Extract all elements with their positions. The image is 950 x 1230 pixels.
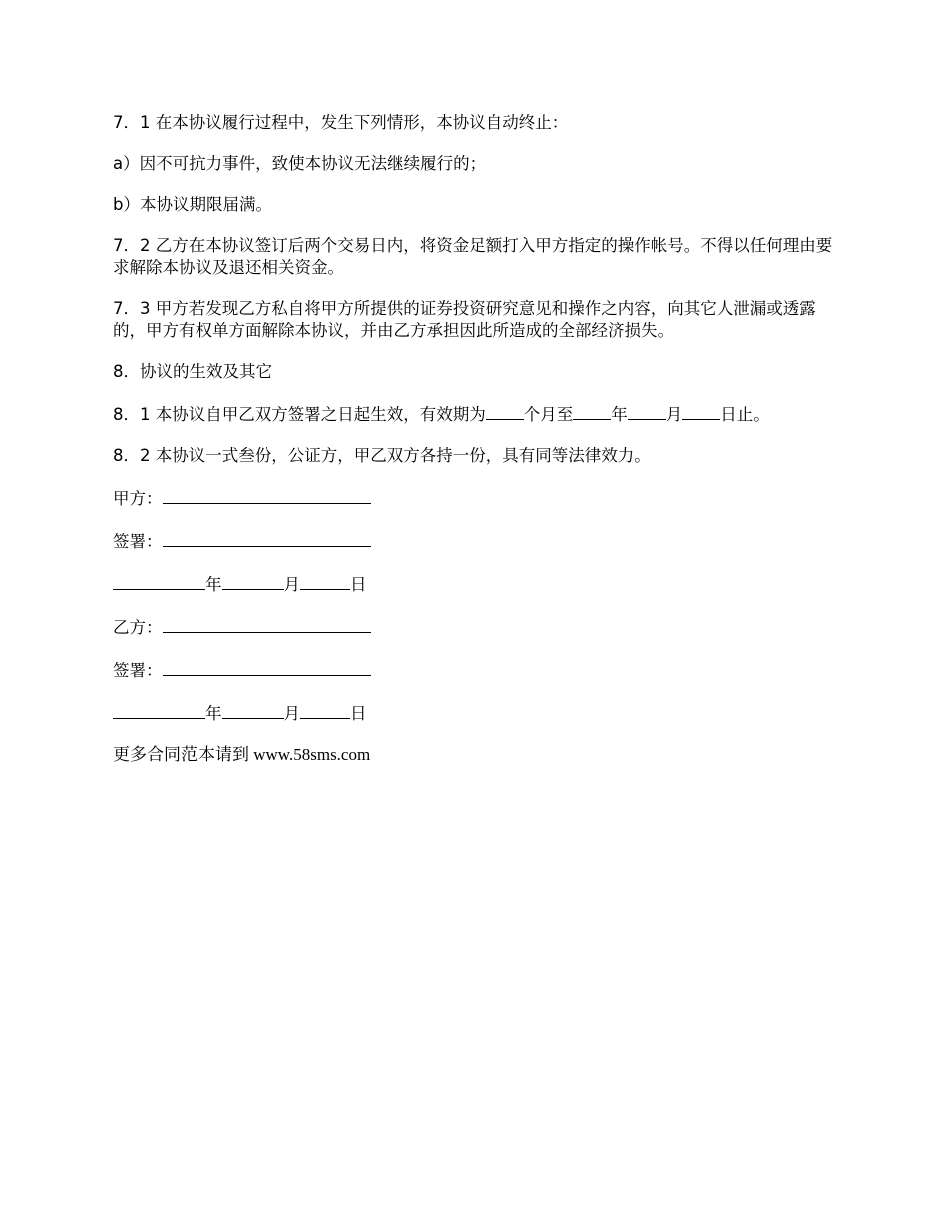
footer-note: 更多合同范本请到 www.58sms.com (113, 745, 371, 764)
clause-8-1-months: 个月至 (523, 405, 574, 424)
party-b-month-blank (222, 701, 284, 719)
clause-8-1-end: 日止。 (720, 405, 770, 424)
party-a-month-label: 月 (283, 575, 300, 594)
party-b-date-line (113, 701, 833, 725)
blank-year (573, 402, 611, 420)
clause-7-1: 7．1 在本协议履行过程中，发生下列情形，本协议自动终止： (113, 113, 569, 132)
section-8-title: 8．协议的生效及其它 (113, 362, 272, 381)
clause-8-1-month: 月 (665, 405, 683, 424)
party-a-label: 甲方： (113, 489, 163, 508)
party-b-sign-label: 签署： (113, 661, 163, 680)
party-a-sign-blank (163, 529, 371, 547)
blank-day (682, 402, 720, 420)
party-a-day-blank (300, 572, 350, 590)
clause-7-1-b: b）本协议期限届满。 (113, 195, 272, 214)
clause-8-1-prefix: 8．1 本协议自甲乙双方签署之日起生效，有效期为 (113, 405, 486, 424)
document-page (113, 112, 833, 766)
clause-7-2: 7．2 乙方在本协议签订后两个交易日内，将资金足额打入甲方指定的操作帐号。不得以任何理由要求解除本协议及退还相关资金。 (113, 236, 833, 277)
blank-month (628, 402, 666, 420)
party-b-sign-line (113, 658, 833, 682)
party-b-label: 乙方： (113, 618, 163, 637)
party-b-year-blank (113, 701, 205, 719)
blank-months (486, 402, 524, 420)
clause-7-3: 7．3 甲方若发现乙方私自将甲方所提供的证券投资研究意见和操作之内容，向其它人泄漏或透露的，甲方有权单方面解除本协议，并由乙方承担因此所造成的全部经济损失。 (113, 299, 816, 340)
party-b-day-blank (300, 701, 350, 719)
party-a-date-line (113, 572, 833, 596)
party-b-blank (163, 615, 371, 633)
party-a-day-label: 日 (350, 575, 367, 594)
party-b-month-label: 月 (283, 704, 300, 723)
clause-8-1 (113, 402, 833, 426)
party-a-year-blank (113, 572, 205, 590)
clause-8-1-year: 年 (611, 405, 628, 424)
party-b-sign-blank (163, 658, 371, 676)
party-b-year-label: 年 (205, 704, 222, 723)
party-a-blank (163, 486, 371, 504)
clause-7-1-a: a）因不可抗力事件，致使本协议无法继续履行的； (113, 154, 487, 173)
party-a-sign-label: 签署： (113, 532, 163, 551)
party-a-sign-line (113, 529, 833, 553)
party-a-line (113, 486, 833, 510)
party-b-day-label: 日 (350, 704, 367, 723)
clause-8-2: 8．2 本协议一式叁份，公证方，甲乙双方各持一份，具有同等法律效力。 (113, 446, 651, 465)
party-b-line (113, 615, 833, 639)
party-a-month-blank (222, 572, 284, 590)
party-a-year-label: 年 (205, 575, 222, 594)
